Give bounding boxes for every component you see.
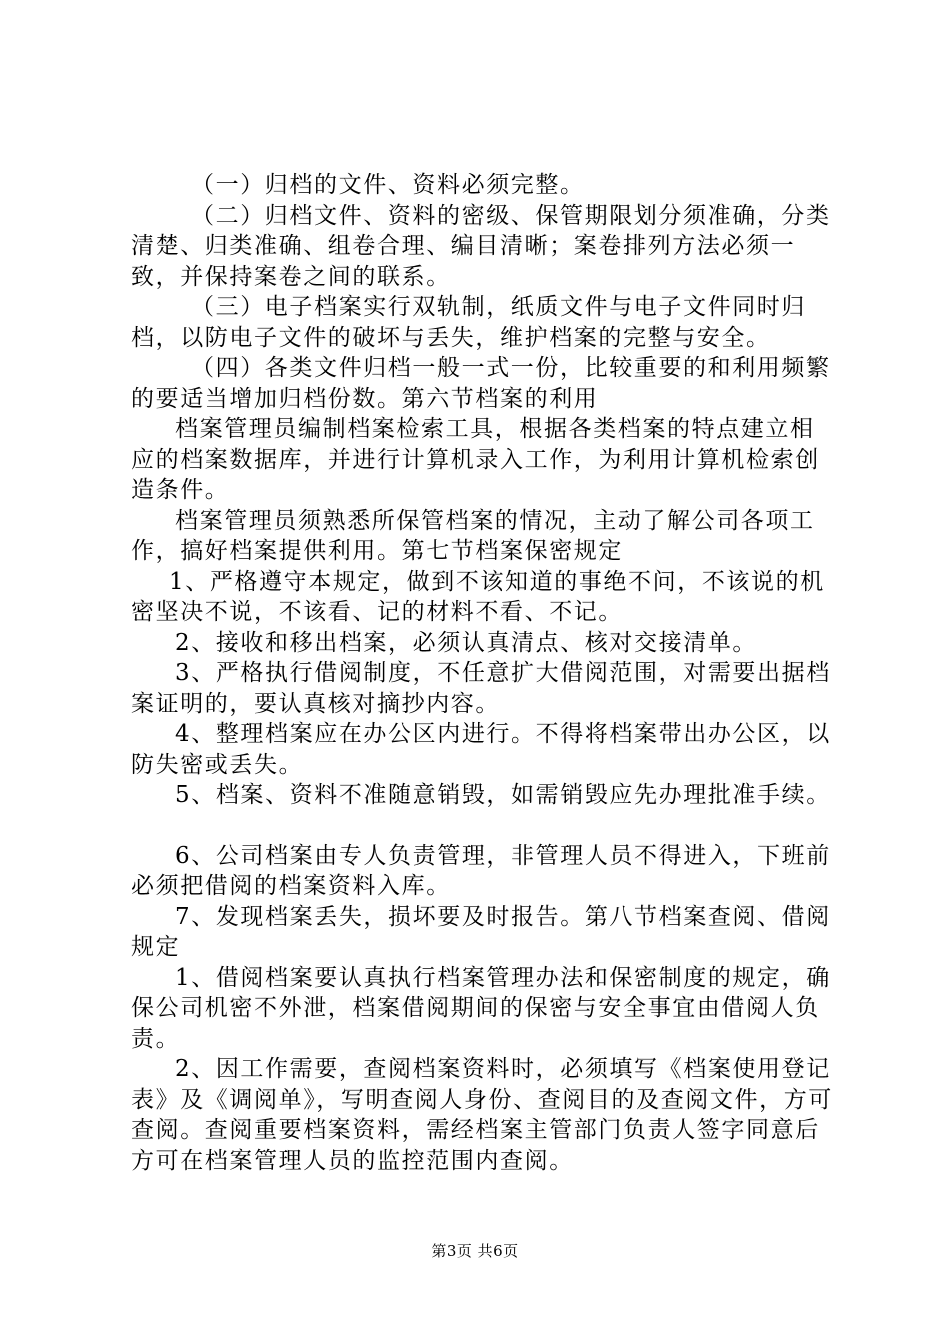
page-footer: 第3页 共6页 — [431, 1242, 519, 1260]
document-body — [131, 170, 836, 1176]
paragraph-secrecy-rule-2: 2、接收和移出档案，必须认真清点、核对交接清单。 — [175, 629, 758, 656]
paragraph-retrieval-tools: 档案管理员编制档案检索工具，根据各类档案的特点建立相应的档案数据库，并进行计算机录入工作，为利用计算机检索创造条件。 — [131, 416, 820, 503]
paragraph-secrecy-rule-7: 7、发现档案丢失，损坏要及时报告。第八节档案查阅、借阅规定 — [131, 903, 831, 960]
paragraph-secrecy-rule-6: 6、公司档案由专人负责管理，非管理人员不得进入，下班前必须把借阅的档案资料入库。 — [131, 842, 831, 899]
paragraph-classification-rules: （二）归档文件、资料的密级、保管期限划分须准确，分类清楚、归类准确、组卷合理、编目清晰；案卷排列方法必须一致，并保持案卷之间的联系。 — [131, 202, 831, 290]
paragraph-archive-completeness: （一）归档的文件、资料必须完整。 — [191, 172, 585, 198]
paragraph-access-rule-2: 2、因工作需要，查阅档案资料时，必须填写《档案使用登记表》及《调阅单》，写明查阅人身份、查阅目的及查阅文件，方可查阅。查阅重要档案资料，需经档案主管部门负责人签字同意后方可在档案管理人员的监控范围内查阅。 — [131, 1056, 833, 1174]
paragraph-secrecy-rule-4: 4、整理档案应在办公区内进行。不得将档案带出办公区，以防失密或丢失。 — [131, 721, 831, 778]
paragraph-archivist-duties: 档案管理员须熟悉所保管档案的情况，主动了解公司各项工作，搞好档案提供利用。第七节档案保密规定 — [131, 507, 815, 564]
paragraph-access-rule-1: 1、借阅档案要认真执行档案管理办法和保密制度的规定，确保公司机密不外泄，档案借阅期间的保密与安全事宜由借阅人负责。 — [131, 964, 831, 1052]
paragraph-copies-rule: （四）各类文件归档一般一式一份，比较重要的和利用频繁的要适当增加归档份数。第六节档案的利用 — [131, 355, 831, 412]
paragraph-secrecy-rule-1: 1、严格遵守本规定，做到不该知道的事绝不问，不该说的机密坚决不说，不该看、记的材料不看、不记。 — [131, 568, 825, 625]
paragraph-secrecy-rule-5: 5、档案、资料不准随意销毁，如需销毁应先办理批准手续。 — [175, 782, 831, 808]
paragraph-electronic-archive: （三）电子档案实行双轨制，纸质文件与电子文件同时归档，以防电子文件的破坏与丢失，维护档案的完整与安全。 — [131, 294, 806, 351]
paragraph-secrecy-rule-3: 3、严格执行借阅制度，不任意扩大借阅范围，对需要出据档案证明的，要认真核对摘抄内容。 — [131, 660, 831, 717]
